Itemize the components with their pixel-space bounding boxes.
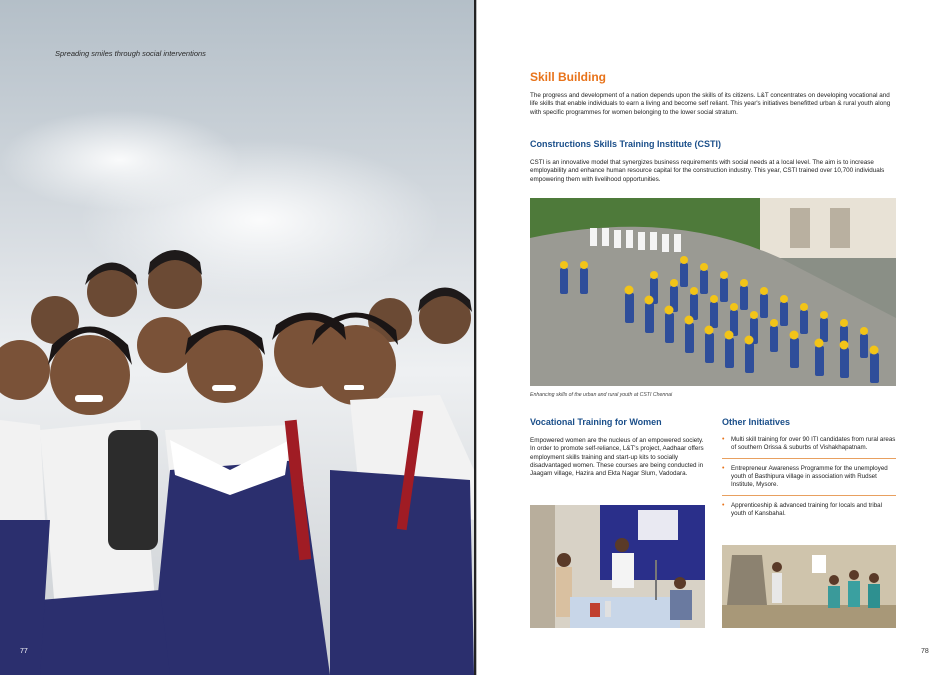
list-item: • Entrepreneur Awareness Programme for the unemployed youth of Basthipura village in association with Rudset Institute, Mysore. [722,465,896,496]
skill-building-heading: Skill Building [530,70,607,84]
csti-body: CSTI is an innovative model that synergizes business requirements with social needs at a local level. The aim is to increase employability and enhance human resource capital for the construction industry. This year, CSTI trained over 10,700 individuals empowering them with livelihood opportunities. [530,159,885,183]
csti-photo-caption: Enhancing skills of the urban and rural youth at CSTI Chennai [530,392,673,398]
vocational-body: Empowered women are the nucleus of an empowered society. In order to promote self-reliance, L&T's project, Aadhaar offers employment skills training and start-up kits to socially disadvantaged women. These courses are being conducted in Jaagam village, Hazira and Ekta Nagar Slum, Vadodara. [530,437,704,478]
other-initiatives-list [722,436,896,530]
apprenticeship-training-photo [722,545,896,628]
tagline: Spreading smiles through social interventions [55,49,206,58]
bullet-icon: • [722,436,725,443]
bullet-icon: • [722,465,725,472]
left-page [0,0,474,675]
csti-training-photo [530,198,896,386]
other-initiatives-heading: Other Initiatives [722,417,791,427]
vocational-training-photo [530,505,705,628]
csti-heading: Constructions Skills Training Institute (CSTI) [530,139,722,149]
skill-building-body: The progress and development of a nation depends upon the skills of its citizens. L&T concentrates on developing vocational and life skills that enable individuals to earn a living and become self reliant. This year's initiatives benefitted urban & rural youth along with specific programmes for women belonging to the lower social stratum. [530,92,891,116]
bullet-icon: • [722,502,725,509]
list-item: • Apprenticeship & advanced training for locals and tribal youth of Kansbahal. [722,502,882,517]
children-group-photo [0,0,474,675]
vocational-heading: Vocational Training for Women [530,417,662,427]
list-item: • Multi skill training for over 90 ITI candidates from rural areas of southern Orissa & suburbs of Vishakhapatnam. [722,436,896,459]
page-number-left: 77 [20,648,28,655]
page-number-right: 78 [921,648,929,655]
